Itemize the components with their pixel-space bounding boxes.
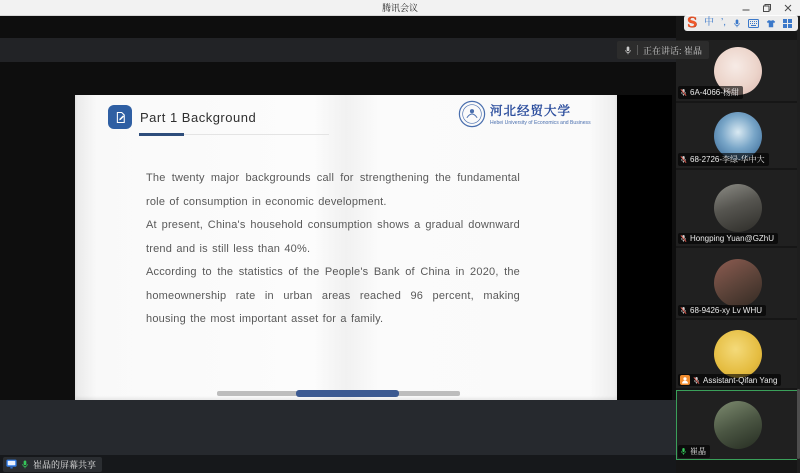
toast-divider xyxy=(637,45,638,55)
participant-tile-6-active-speaker[interactable] xyxy=(676,390,800,460)
name-tag xyxy=(678,86,743,99)
ime-voice-icon[interactable] xyxy=(733,18,741,29)
mic-muted-icon xyxy=(680,88,687,97)
slide-paragraph-3: According to the statistics of the People's Bank of China in 2020, the homeownership rate in urban areas reached 96 percent, making housing the most important asset for a family. xyxy=(146,266,520,325)
restore-icon xyxy=(763,4,771,12)
title-rule-accent xyxy=(139,133,184,136)
ime-skin-icon[interactable] xyxy=(766,19,776,28)
participant-name: 68-2726-李绿-华中大 xyxy=(690,155,765,164)
restore-button[interactable] xyxy=(763,4,771,12)
avatar xyxy=(714,184,762,232)
ime-lang-zh-icon[interactable]: 中 xyxy=(704,17,714,28)
document-pen-icon xyxy=(113,110,128,125)
slide-paragraph-2: At present, China's household consumption shows a gradual downward trend and is still less than 40%. xyxy=(146,219,520,255)
ime-punctuation-icon[interactable]: ’, xyxy=(721,17,726,28)
participant-tiles xyxy=(676,40,800,462)
close-button[interactable] xyxy=(784,4,792,12)
university-seal-icon xyxy=(458,100,486,128)
participant-tile-5[interactable] xyxy=(676,320,800,388)
window-controls xyxy=(742,0,792,15)
university-name-cn: 河北经贸大学 xyxy=(490,103,572,118)
screen-share-chip xyxy=(3,457,102,472)
participant-tile-4[interactable] xyxy=(676,248,800,318)
participant-name: 68-9426-xy Lv WHU xyxy=(690,306,763,315)
slide-header-icon xyxy=(108,105,132,129)
participant-name: 崔晶 xyxy=(690,447,706,456)
mic-muted-icon xyxy=(680,306,687,315)
participant-tile-3[interactable] xyxy=(676,170,800,246)
minimize-button[interactable] xyxy=(742,4,750,12)
speaking-mic-icon xyxy=(624,45,632,56)
ime-toolbar xyxy=(684,15,798,31)
speaking-label: 正在讲话: 崔晶 xyxy=(643,45,703,56)
shared-screen xyxy=(75,95,672,400)
participant-name: Assistant-Qifan Yang xyxy=(703,375,778,385)
stage-top-strip xyxy=(0,38,676,62)
meeting-stage xyxy=(0,16,703,473)
participant-tile-2[interactable] xyxy=(676,103,800,168)
sogou-logo-icon[interactable]: S xyxy=(686,15,697,31)
ime-keyboard-icon[interactable] xyxy=(748,19,759,28)
assistant-badge-icon xyxy=(680,375,690,385)
window-titlebar xyxy=(0,0,800,16)
slide-scrollbar-thumb xyxy=(296,390,399,397)
mic-muted-icon xyxy=(693,376,700,385)
name-tag xyxy=(678,374,781,386)
minimize-icon xyxy=(742,4,750,12)
stage-lower-strip xyxy=(0,400,676,455)
share-label: 崔晶的屏幕共享 xyxy=(33,459,97,470)
name-tag xyxy=(678,153,769,166)
stage-bottom-bar xyxy=(0,455,676,473)
name-tag xyxy=(678,233,778,244)
title-rule xyxy=(139,134,329,135)
share-mic-icon xyxy=(21,459,29,470)
monitor-icon xyxy=(6,459,17,469)
name-tag xyxy=(678,445,710,458)
participant-name: 6A-4066-杨甜 xyxy=(690,88,739,97)
university-name-en: Hebei University of Economics and Business xyxy=(490,120,591,126)
participants-sidebar xyxy=(676,16,800,473)
avatar xyxy=(714,401,762,449)
close-icon xyxy=(784,4,792,12)
university-logo xyxy=(458,100,619,128)
university-name xyxy=(490,101,619,127)
slide-title: Part 1 Background xyxy=(140,110,257,125)
slide-paragraph-1: The twenty major backgrounds call for strengthening the fundamental role of consumption in economic development. xyxy=(146,172,520,208)
window-title: 腾讯会议 xyxy=(381,3,418,13)
slide-page xyxy=(75,95,617,400)
mic-speaking-icon xyxy=(680,447,687,456)
ime-toolbox-icon[interactable] xyxy=(783,19,792,28)
mic-muted-icon xyxy=(680,234,687,243)
avatar xyxy=(714,330,762,378)
slide-body xyxy=(146,167,520,332)
speaking-toast xyxy=(617,41,709,59)
mic-muted-icon xyxy=(680,155,687,164)
avatar xyxy=(714,259,762,307)
name-tag xyxy=(678,305,766,316)
participant-name: Hongping Yuan@GZhU xyxy=(690,234,775,243)
